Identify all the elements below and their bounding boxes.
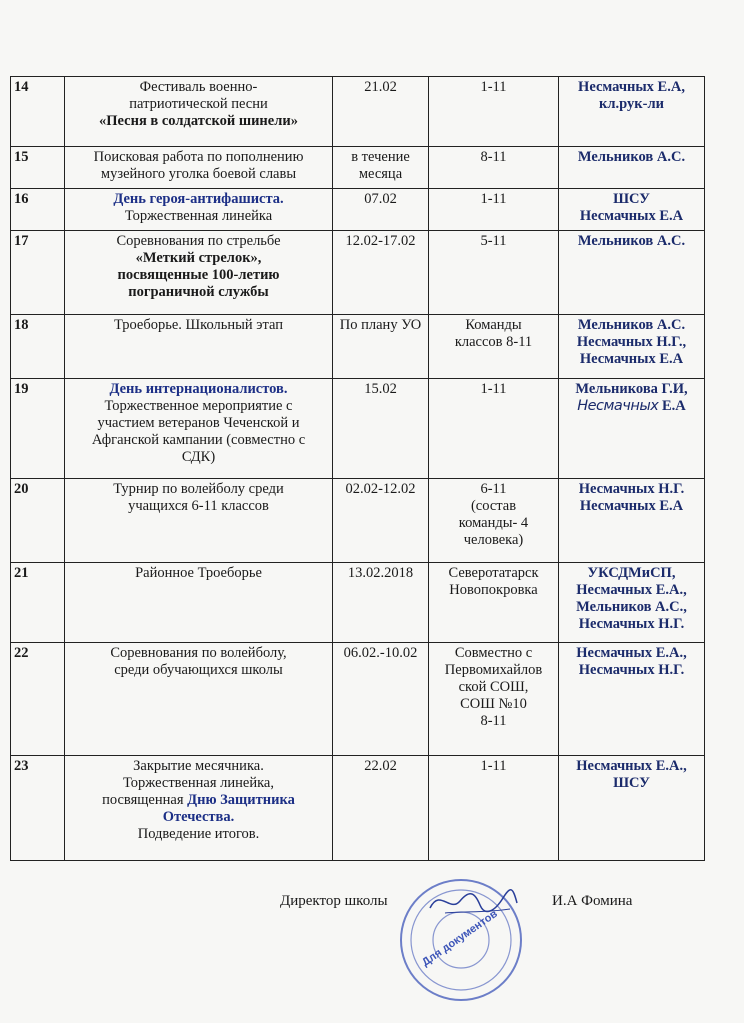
row-number: 17: [11, 231, 65, 315]
responsible-line: Несмачных Е.А: [577, 398, 686, 414]
classes-line: Команды: [465, 317, 522, 333]
responsible-cell: [559, 189, 705, 231]
classes-cell: [429, 315, 559, 379]
responsible-cell: [559, 479, 705, 563]
date-cell: 07.02: [333, 189, 429, 231]
table-row: [11, 231, 705, 315]
table-row: [11, 315, 705, 379]
date-cell: 12.02-17.02: [333, 231, 429, 315]
event-cell: [65, 315, 333, 379]
classes-cell: [429, 643, 559, 756]
classes-cell: [429, 189, 559, 231]
event-cell: [65, 563, 333, 643]
responsible-line: ШСУ: [613, 775, 650, 791]
event-cell: [65, 189, 333, 231]
table-row: [11, 479, 705, 563]
director-name: И.А Фомина: [552, 893, 633, 909]
event-line: СДК): [181, 449, 216, 465]
date-cell: 15.02: [333, 379, 429, 479]
event-line: «Меткий стрелок»,: [135, 250, 262, 266]
responsible-line: Несмачных Н.Г.: [578, 662, 685, 678]
table-row: [11, 77, 705, 147]
row-number: 20: [11, 479, 65, 563]
classes-cell: [429, 231, 559, 315]
responsible-cell: [559, 756, 705, 861]
event-line: Соревнования по стрельбе: [116, 233, 281, 249]
event-cell: [65, 77, 333, 147]
classes-line: Новопокровка: [449, 582, 538, 598]
event-line: учащихся 6-11 классов: [128, 498, 269, 514]
classes-line: Северотатарск: [448, 565, 539, 581]
responsible-line: ШСУ: [613, 191, 650, 207]
event-line: Закрытие месячника.: [133, 758, 264, 774]
responsible-line: Мельникова Г.И,: [575, 381, 688, 397]
date-cell: 21.02: [333, 77, 429, 147]
event-line: Торжественное мероприятие с: [104, 398, 293, 414]
event-line: Районное Троеборье: [135, 565, 262, 581]
row-number: 19: [11, 379, 65, 479]
classes-cell: [429, 379, 559, 479]
events-table: [10, 76, 705, 861]
event-line: День героя-антифашиста.: [113, 191, 284, 207]
director-signature: [425, 883, 525, 923]
classes-line: Совместно с: [454, 645, 533, 661]
event-line: «Песня в солдатской шинели»: [99, 113, 298, 129]
date-cell: По плану УО: [333, 315, 429, 379]
classes-line: 1-11: [480, 191, 507, 207]
responsible-cell: [559, 315, 705, 379]
event-line: Афганской кампании (совместно с: [91, 432, 306, 448]
date-cell: 06.02.-10.02: [333, 643, 429, 756]
row-number: 16: [11, 189, 65, 231]
event-line: посвященные 100-летию: [117, 267, 280, 283]
event-cell: [65, 643, 333, 756]
date-cell: 02.02-12.02: [333, 479, 429, 563]
classes-line: человека): [463, 532, 524, 548]
responsible-cell: [559, 231, 705, 315]
classes-line: СОШ №10: [460, 696, 527, 712]
responsible-line: Несмачных Е.А: [579, 208, 684, 224]
classes-line: 5-11: [480, 233, 507, 249]
table-row: [11, 643, 705, 756]
responsible-line: Мельников А.С.: [577, 233, 686, 249]
row-number: 22: [11, 643, 65, 756]
classes-cell: [429, 756, 559, 861]
responsible-line: Несмачных Е.А,: [578, 79, 685, 95]
event-line: посвященная Дню Защитника: [102, 792, 295, 808]
classes-cell: [429, 563, 559, 643]
event-cell: [65, 756, 333, 861]
date-cell: в течение месяца: [333, 147, 429, 189]
classes-line: 1-11: [480, 758, 507, 774]
table-row: [11, 756, 705, 861]
event-line: Торжественная линейка,: [123, 775, 274, 791]
classes-cell: [429, 77, 559, 147]
responsible-line: Несмачных Н.Г.: [578, 481, 685, 497]
event-line: пограничной службы: [128, 284, 269, 300]
event-line: День интернационалистов.: [109, 381, 288, 397]
classes-cell: [429, 479, 559, 563]
event-line: участием ветеранов Чеченской и: [97, 415, 300, 431]
events-table-body: [11, 77, 705, 861]
handwritten-name: Несмачных: [577, 398, 659, 414]
row-number: 18: [11, 315, 65, 379]
date-cell: 13.02.2018: [333, 563, 429, 643]
svg-text:Для документов: Для документов: [419, 907, 500, 969]
event-line: Подведение итогов.: [137, 826, 260, 842]
row-number: 14: [11, 77, 65, 147]
classes-line: 6-11: [480, 481, 507, 497]
director-label: Директор школы: [280, 893, 388, 909]
event-line: Поисковая работа по пополнению: [93, 149, 304, 165]
event-line: музейного уголка боевой славы: [100, 166, 297, 182]
row-number: 15: [11, 147, 65, 189]
table-row: [11, 563, 705, 643]
classes-cell: [429, 147, 559, 189]
event-line: Соревнования по волейболу,: [110, 645, 287, 661]
responsible-line: кл.рук-ли: [599, 96, 664, 112]
event-highlight: Дню Защитника: [187, 792, 295, 808]
responsible-line: Мельников А.С.: [577, 149, 686, 165]
responsible-cell: [559, 77, 705, 147]
responsible-line: Мельников А.С.,: [576, 599, 687, 615]
responsible-line: Несмачных Е.А.,: [576, 758, 687, 774]
event-cell: [65, 231, 333, 315]
event-line: Турнир по волейболу среди: [113, 481, 284, 497]
event-line: патриотической песни: [129, 96, 268, 112]
responsible-cell: [559, 379, 705, 479]
event-line: Отечества.: [162, 809, 235, 825]
classes-line: команды- 4: [458, 515, 529, 531]
classes-line: Первомихайлов: [444, 662, 543, 678]
responsible-line: Мельников А.С.: [577, 317, 686, 333]
row-number: 21: [11, 563, 65, 643]
event-line: Торжественная линейка: [124, 208, 273, 224]
date-cell: 22.02: [333, 756, 429, 861]
event-line: Фестиваль военно-: [139, 79, 258, 95]
responsible-line: Несмачных Н.Г.,: [576, 334, 687, 350]
responsible-line: Несмачных Н.Г.: [578, 616, 685, 632]
classes-line: 1-11: [480, 79, 507, 95]
event-line: среди обучающихся школы: [114, 662, 283, 678]
table-row: [11, 189, 705, 231]
responsible-cell: [559, 643, 705, 756]
event-cell: [65, 479, 333, 563]
responsible-line: УКСДМиСП,: [587, 565, 676, 581]
classes-line: (состав: [470, 498, 517, 514]
event-cell: [65, 379, 333, 479]
responsible-cell: [559, 563, 705, 643]
responsible-line: Несмачных Е.А.,: [576, 645, 687, 661]
responsible-line: Несмачных Е.А: [579, 498, 684, 514]
classes-line: 8-11: [480, 149, 507, 165]
responsible-line: Несмачных Е.А.,: [576, 582, 687, 598]
row-number: 23: [11, 756, 65, 861]
table-row: [11, 379, 705, 479]
responsible-cell: [559, 147, 705, 189]
classes-line: классов 8-11: [454, 334, 533, 350]
table-row: [11, 147, 705, 189]
event-cell: [65, 147, 333, 189]
event-line: Троеборье. Школьный этап: [113, 317, 284, 333]
classes-line: 8-11: [480, 713, 507, 729]
responsible-line: Несмачных Е.А: [579, 351, 684, 367]
footer: [0, 893, 744, 1023]
classes-line: 1-11: [480, 381, 507, 397]
classes-line: ской СОШ,: [458, 679, 529, 695]
